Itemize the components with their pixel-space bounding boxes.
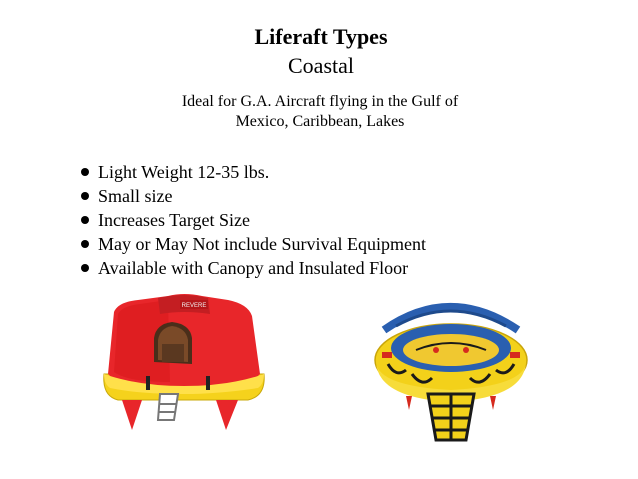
slide-title: Liferaft Types: [254, 24, 388, 49]
bullet-item: [78, 256, 426, 280]
bullet-text: May or May Not include Survival Equipment: [98, 234, 426, 254]
bullet-text: Small size: [98, 186, 173, 206]
slide-description: [140, 92, 500, 132]
bullet-item: [78, 184, 426, 208]
bullet-dot-icon: [81, 216, 89, 224]
description-line-2: Mexico, Caribbean, Lakes: [235, 113, 405, 130]
bullet-text: Light Weight 12-35 lbs.: [98, 162, 270, 182]
bullet-item: [78, 232, 426, 256]
bullet-item: [78, 160, 426, 184]
canopy-liferaft-image: [98, 292, 270, 440]
raft-brand-label: REVERE: [181, 303, 207, 309]
bullet-dot-icon: [81, 264, 89, 272]
description-line-1: Ideal for G.A. Aircraft flying in the Gulf of: [181, 93, 459, 110]
bullet-text: Available with Canopy and Insulated Floor: [98, 258, 409, 278]
bullet-dot-icon: [81, 240, 89, 248]
open-liferaft-image: [366, 290, 536, 450]
slide-subtitle: Coastal: [288, 53, 354, 78]
bullet-text: Increases Target Size: [98, 210, 251, 230]
bullet-item: [78, 208, 426, 232]
bullet-dot-icon: [81, 192, 89, 200]
bullet-list: [78, 160, 426, 280]
bullet-dot-icon: [81, 168, 89, 176]
